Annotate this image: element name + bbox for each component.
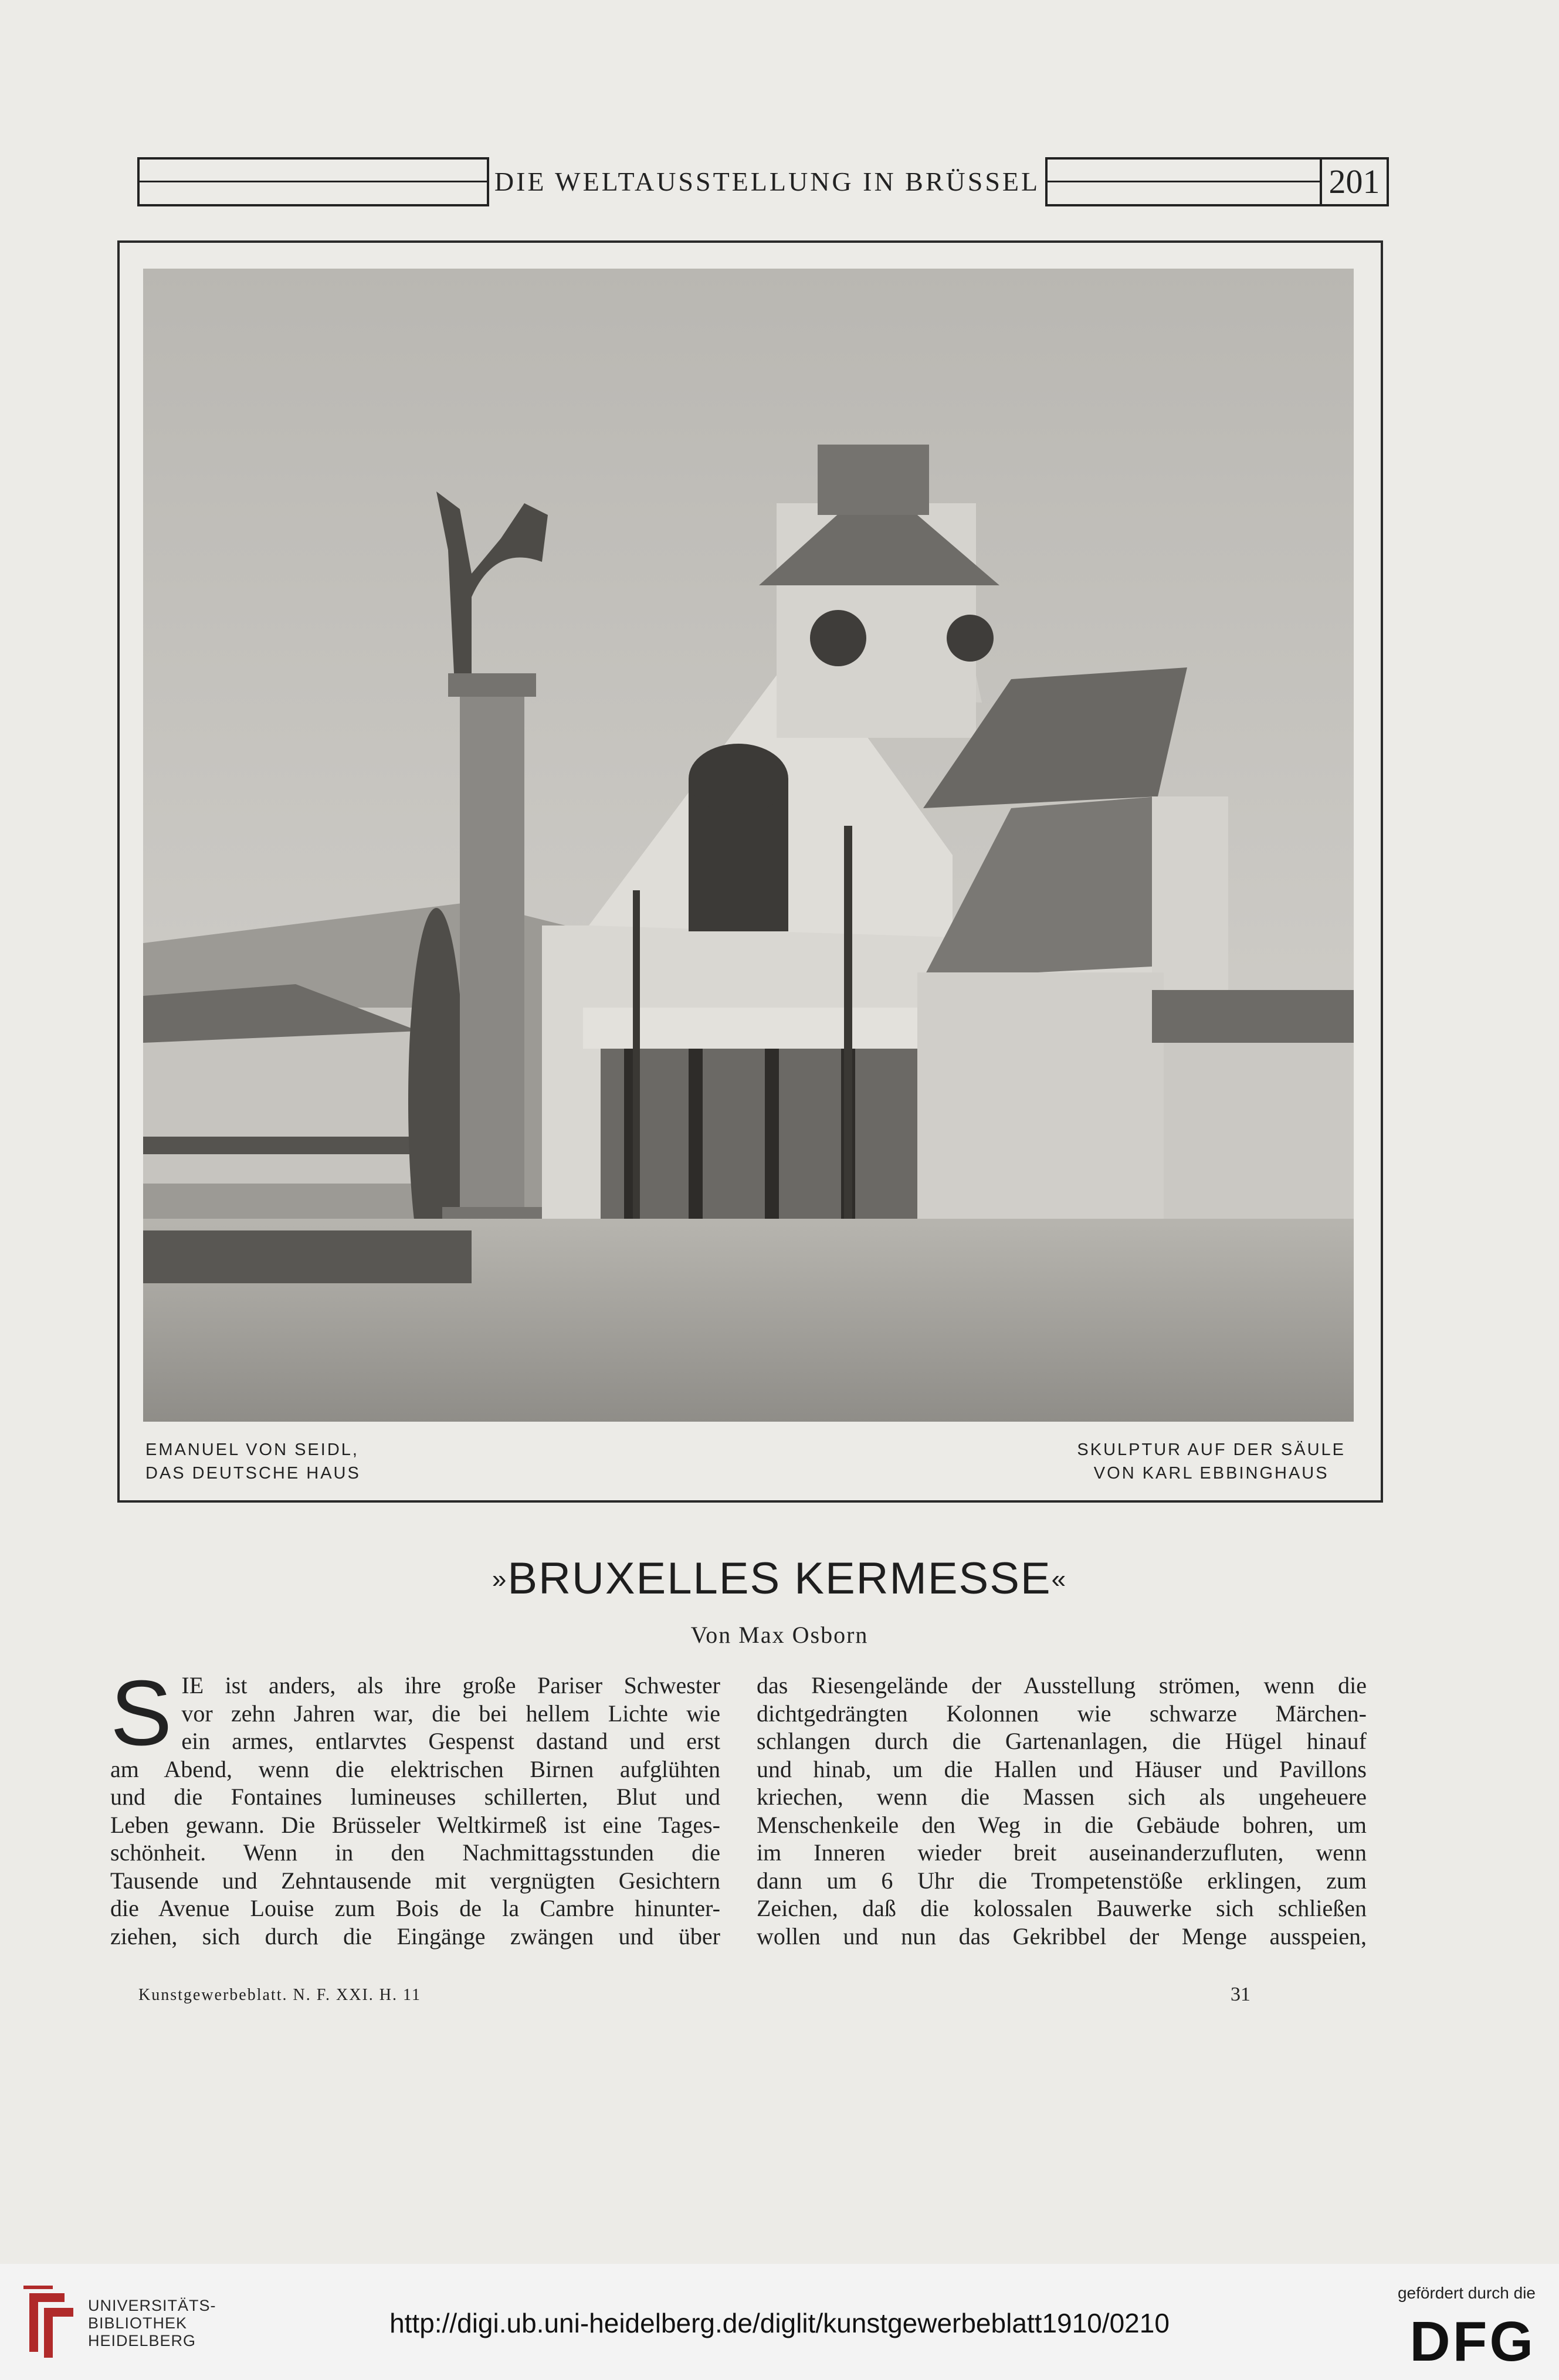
photo-figure <box>117 240 1383 1503</box>
caption-left-line-2: DAS DEUTSCHE HAUS <box>145 1464 361 1483</box>
text-line: Tausende und Zehntausende mit vergnügten Gesichtern <box>110 1867 720 1894</box>
caption-right-line-1: SKULPTUR AUF DER SÄULE <box>1077 1440 1346 1459</box>
text-line: schlangen durch die Gartenanlagen, die Hügel hinauf <box>757 1728 1367 1754</box>
text-line: vor zehn Jahren war, die bei hellem Lichte wie <box>181 1700 720 1727</box>
library-name-line-1: UNIVERSITÄTS- <box>88 2297 216 2314</box>
text-line: und hinab, um die Hallen und Häuser und Pavillons <box>757 1755 1367 1782</box>
dfg-logo[interactable]: DFG <box>1409 2310 1536 2373</box>
journal-signature: Kunstgewerbeblatt. N. F. XXI. H. 11 <box>138 1986 421 2004</box>
deutsches-haus-photo <box>143 269 1354 1422</box>
permalink-url[interactable]: http://digi.ub.uni-heidelberg.de/diglit/kunstgewerbeblatt1910/0210 <box>389 2308 1170 2338</box>
text-line: ein armes, entlarvtes Gespenst dastand und erst <box>181 1728 720 1754</box>
text-column-left <box>110 1662 720 1950</box>
byline: Von Max Osborn <box>690 1622 869 1648</box>
text-line: Zeichen, daß die kolossalen Bauwerke sich schließen <box>757 1895 1367 1921</box>
funding-note: gefördert durch die <box>1397 2284 1536 2302</box>
header-rule-left <box>137 157 487 206</box>
title-quote-open: » <box>492 1565 508 1594</box>
title-quote-close: « <box>1051 1565 1067 1594</box>
title-text: BRUXELLES KERMESSE <box>507 1554 1052 1603</box>
text-line: am Abend, wenn die elektrischen Birnen aufglühten <box>110 1755 720 1782</box>
running-header <box>137 157 1389 206</box>
library-name-line-3: HEIDELBERG <box>88 2332 196 2350</box>
text-line: schönheit. Wenn in den Nachmittagsstunden die <box>110 1839 720 1866</box>
text-line: dichtgedrängten Kolonnen wie schwarze Märchen- <box>757 1700 1367 1727</box>
caption-right <box>1077 1438 1346 1485</box>
text-line: wollen und nun das Gekribbel der Menge ausspeien, <box>757 1923 1367 1950</box>
text-line: kriechen, wenn die Massen sich als ungeheuere <box>757 1784 1367 1810</box>
header-page-number: 201 <box>1320 157 1389 206</box>
text-line: ziehen, sich durch die Eingänge zwängen und über <box>110 1923 720 1950</box>
text-line: die Avenue Louise zum Bois de la Cambre hinunter- <box>110 1895 720 1921</box>
caption-left-line-1: EMANUEL VON SEIDL, <box>145 1440 359 1459</box>
caption-left <box>145 1438 361 1485</box>
drop-cap: S <box>110 1662 172 1765</box>
viewer-footer-bar <box>0 2264 1559 2380</box>
header-rule-right <box>1048 157 1320 206</box>
text-line: IE ist anders, als ihre große Pariser Schwester <box>181 1672 720 1698</box>
text-line: Leben gewann. Die Brüsseler Weltkirmeß ist eine Tages- <box>110 1811 720 1838</box>
header-title: DIE WELTAUSSTELLUNG IN BRÜSSEL <box>487 157 1048 206</box>
text-line: und die Fontaines lumineuses schillerten, Blut und <box>110 1784 720 1810</box>
article-title <box>0 1553 1559 1604</box>
text-column-right <box>757 1672 1367 1950</box>
text-line: im Inneren wieder breit auseinanderzufluten, wenn <box>757 1839 1367 1866</box>
text-line: Menschenkeile den Weg in die Gebäude bohren, um <box>757 1811 1367 1838</box>
library-name-line-2: BIBLIOTHEK <box>88 2314 188 2332</box>
text-line: dann um 6 Uhr die Trompetenstöße erklingen, zum <box>757 1867 1367 1894</box>
text-line: das Riesengelände der Ausstellung strömen, wenn die <box>757 1672 1367 1698</box>
caption-right-line-2: VON KARL EBBINGHAUS <box>1093 1464 1329 1483</box>
signature-number: 31 <box>1231 1984 1250 2005</box>
